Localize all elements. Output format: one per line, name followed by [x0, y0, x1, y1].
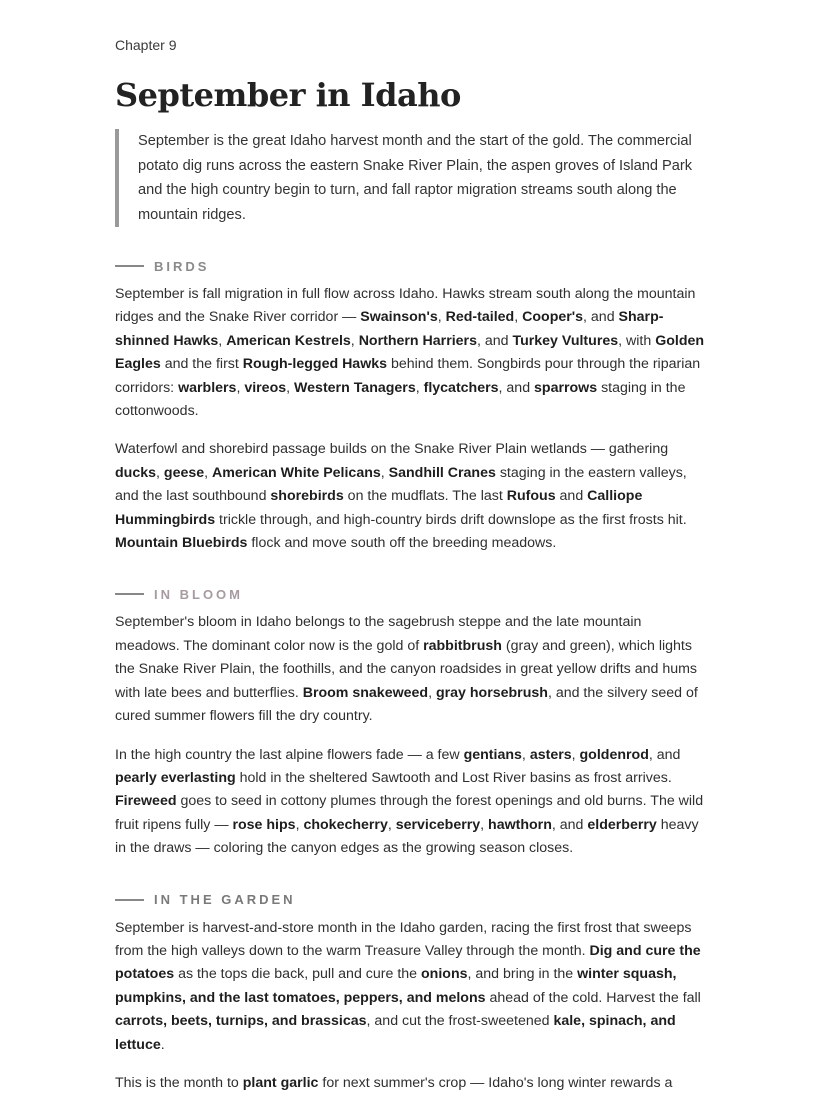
section-birds: [115, 256, 705, 555]
emphasized-term: Rough-legged Hawks: [242, 356, 388, 373]
emphasized-term: geese: [163, 464, 205, 481]
page-title: September in Idaho: [115, 76, 461, 114]
emphasized-term: Cooper's: [522, 309, 584, 326]
chapter-content: [115, 37, 705, 1095]
emphasized-term: winter squash, pumpkins, and the last tomatoes, peppers, and melons: [115, 966, 677, 1006]
text-run: Waterfowl and shorebird passage builds on the Snake River Plain wetlands — gathering: [115, 441, 669, 458]
heading-rule: [115, 265, 144, 267]
text-run: ,: [286, 379, 295, 396]
section-in-the-garden: [115, 890, 705, 1095]
emphasized-term: Mountain Bluebirds: [115, 535, 248, 552]
emphasized-term: Broom snakeweed: [302, 684, 429, 701]
text-run: trickle through, and high-country birds drift downslope as the first frosts hit.: [215, 511, 687, 528]
text-run: ,: [350, 332, 359, 349]
emphasized-term: asters: [529, 746, 572, 763]
emphasized-term: Golden Eagles: [115, 332, 705, 373]
text-run: September is harvest-and-store month in the Idaho garden, racing the first frost that sweeps from the high valleys down to the warm Treasure Valley through the month.: [115, 919, 692, 959]
text-run: hold in the sheltered Sawtooth and Lost River basins as frost arrives.: [235, 769, 672, 786]
emphasized-term: Northern Harriers: [358, 332, 477, 349]
emphasized-term: pearly everlasting: [115, 769, 236, 786]
chapter-label: Chapter 9: [115, 37, 177, 53]
emphasized-term: onions: [421, 966, 468, 983]
emphasized-term: chokecherry: [303, 816, 388, 833]
emphasized-term: Rufous: [506, 488, 556, 505]
emphasized-term: goldenrod: [579, 746, 649, 763]
emphasized-term: American Kestrels: [226, 332, 351, 349]
emphasized-term: carrots, beets, turnips, and brassicas: [115, 1013, 367, 1030]
text-run: This is the month to: [115, 1074, 243, 1091]
paragraph: [115, 283, 705, 423]
section-in-bloom: [115, 584, 705, 860]
paragraph: [115, 438, 705, 555]
text-run: , and bring in the: [467, 966, 578, 983]
emphasized-term: Turkey Vultures: [512, 332, 619, 349]
text-run: ,: [156, 464, 164, 481]
emphasized-term: Sharp-shinned Hawks: [115, 309, 664, 349]
emphasized-term: Western Tanagers: [294, 379, 416, 396]
text-run: , and: [583, 309, 619, 326]
emphasized-term: rabbitbrush: [423, 637, 502, 654]
text-run: behind them. Songbirds pour through the riparian corridors:: [115, 356, 701, 396]
emphasized-term: warblers: [178, 379, 237, 396]
text-run: for next summer's crop — Idaho's long winter rewards a: [318, 1074, 673, 1091]
emphasized-term: American White Pelicans: [212, 464, 381, 481]
emphasized-term: vireos: [244, 379, 287, 396]
emphasized-term: flycatchers: [423, 379, 499, 396]
text-run: September is fall migration in full flow across Idaho. Hawks stream south along the mountain ridges and the Snake River corridor —: [115, 286, 696, 326]
text-run: staging in the cottonwoods.: [115, 379, 686, 420]
emphasized-term: Dig and cure the potatoes: [115, 942, 701, 983]
text-run: , and: [498, 379, 535, 396]
text-run: , and: [648, 746, 681, 763]
text-run: , and: [476, 332, 513, 349]
text-run: ,: [521, 746, 530, 763]
text-run: ,: [415, 379, 424, 396]
text-run: ,: [514, 309, 523, 326]
text-run: ,: [480, 816, 489, 833]
section-heading: [115, 584, 705, 604]
section-heading: [115, 890, 705, 910]
text-run: ,: [218, 332, 227, 349]
text-run: staging in the eastern valleys, and the last southbound: [115, 464, 687, 505]
text-run: ,: [295, 816, 304, 833]
emphasized-term: Swainson's: [360, 309, 438, 326]
text-run: ,: [571, 746, 580, 763]
emphasized-term: gentians: [463, 746, 522, 763]
heading-rule: [115, 899, 144, 901]
section-heading: [115, 256, 705, 276]
text-run: , and: [551, 816, 588, 833]
emphasized-term: Fireweed: [115, 793, 177, 810]
text-run: flock and move south off the breeding meadows.: [247, 535, 557, 552]
section-label: IN THE GARDEN: [154, 892, 296, 908]
emphasized-term: plant garlic: [242, 1074, 319, 1091]
text-run: In the high country the last alpine flowers fade — a few: [115, 746, 464, 763]
text-run: .: [160, 1036, 165, 1053]
emphasized-term: gray horsebrush: [435, 684, 548, 701]
emphasized-term: Red-tailed: [445, 309, 515, 326]
emphasized-term: kale, spinach, and lettuce: [115, 1013, 676, 1053]
text-run: September's bloom in Idaho belongs to the sagebrush steppe and the late mountain meadows. The dominant color now is the gold of: [115, 614, 642, 654]
text-run: ,: [428, 684, 436, 701]
text-run: , and the silvery seed of cured summer flowers fill the dry country.: [115, 684, 698, 725]
emphasized-term: ducks: [115, 464, 157, 481]
emphasized-term: Calliope Hummingbirds: [115, 488, 643, 528]
paragraph: [115, 611, 705, 728]
text-run: goes to seed in cottony plumes through the forest openings and old burns. The wild fruit ripens fully —: [115, 793, 704, 833]
emphasized-term: hawthorn: [488, 816, 552, 833]
text-run: ahead of the cold. Harvest the fall: [485, 989, 701, 1006]
emphasized-term: Sandhill Cranes: [388, 464, 496, 481]
text-run: , with: [618, 332, 656, 349]
text-run: ,: [437, 309, 446, 326]
paragraph: [115, 744, 705, 861]
text-run: on the mudflats. The last: [343, 488, 507, 505]
paragraph: [115, 1072, 705, 1095]
text-run: ,: [387, 816, 396, 833]
emphasized-term: sparrows: [534, 379, 598, 396]
text-run: heavy in the draws — coloring the canyon edges as the growing season closes.: [115, 816, 699, 857]
section-label: BIRDS: [154, 258, 210, 274]
heading-rule: [115, 593, 144, 595]
intro-blockquote: September is the great Idaho harvest month and the start of the gold. The commercial potato dig runs across the eastern Snake River Plain, the aspen groves of Island Park and the high country begin to turn, and fall raptor migration streams south along the mountain ridges.: [115, 129, 705, 227]
emphasized-term: elderberry: [587, 816, 657, 833]
emphasized-term: serviceberry: [395, 816, 481, 833]
emphasized-term: shorebirds: [270, 488, 344, 505]
text-run: ,: [204, 464, 213, 481]
text-run: and the first: [160, 356, 243, 373]
emphasized-term: rose hips: [232, 816, 296, 833]
section-label: IN BLOOM: [154, 586, 243, 602]
text-run: ,: [236, 379, 245, 396]
text-run: as the tops die back, pull and cure the: [174, 966, 421, 983]
text-run: (gray and green), which lights the Snake River Plain, the foothills, and the canyon roadsides in great yellow drifts and hums with late bees and butterflies.: [115, 637, 698, 701]
text-run: , and cut the frost-sweetened: [366, 1013, 554, 1030]
paragraph: [115, 917, 705, 1057]
text-run: and: [555, 488, 588, 505]
text-run: ,: [380, 464, 389, 481]
